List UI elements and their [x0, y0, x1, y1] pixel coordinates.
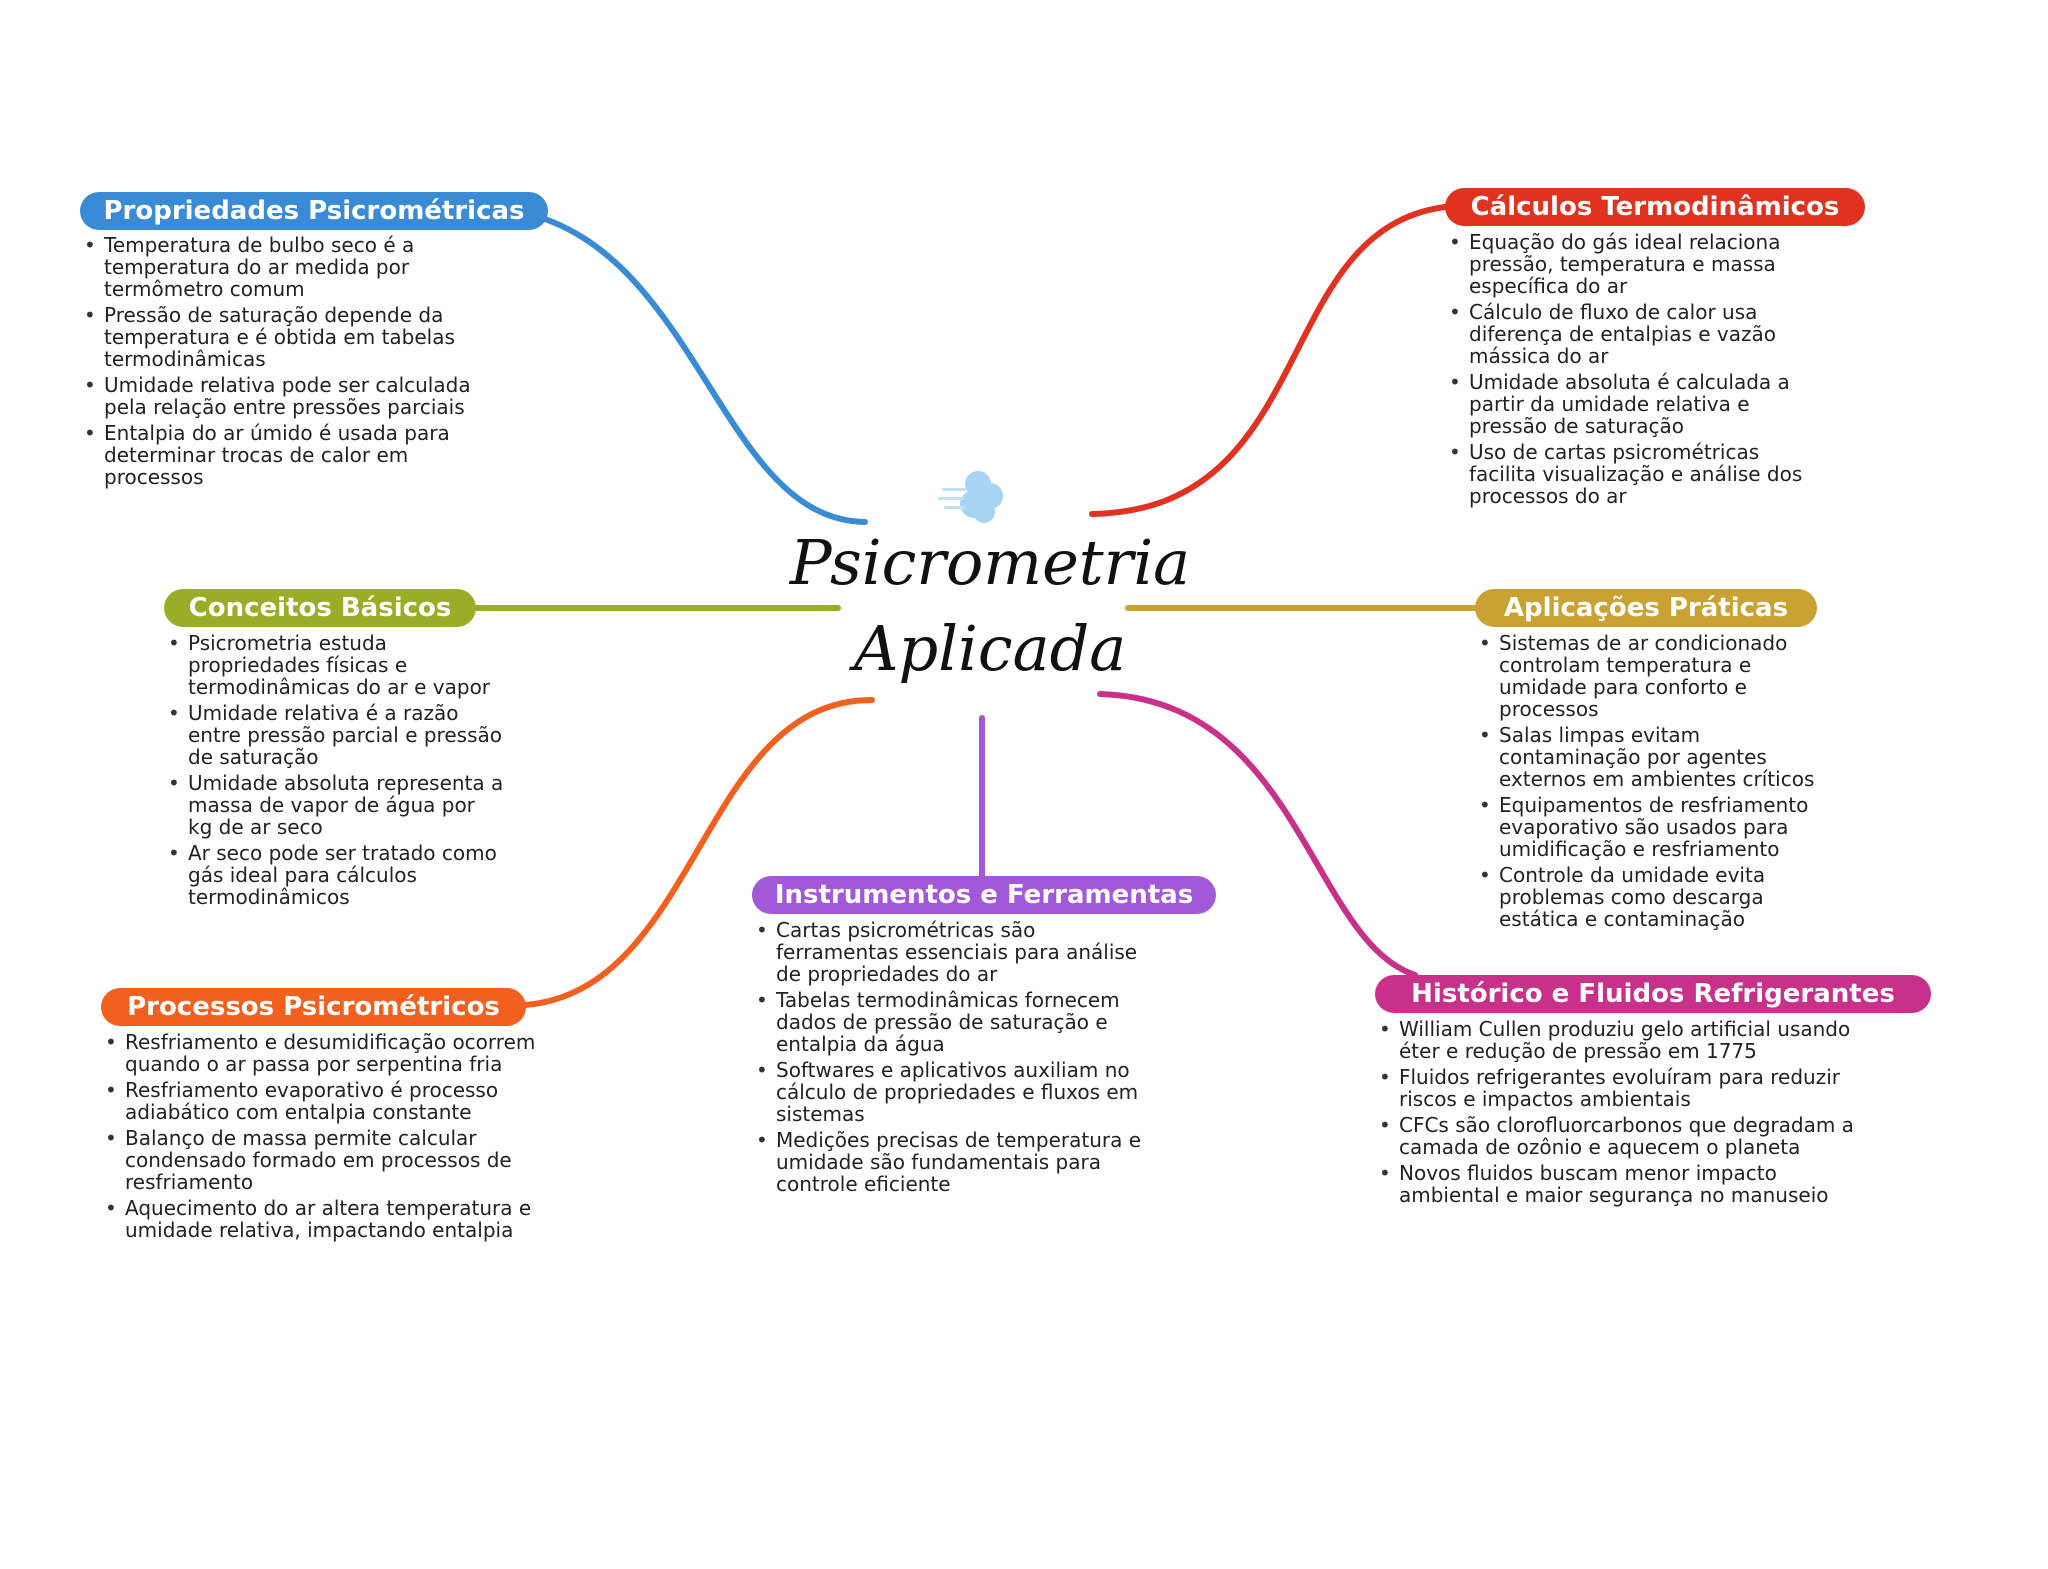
- list-item: • Novos fluidos buscam menor impacto ambiental e maior segurança no manuseio: [1375, 1162, 1855, 1206]
- list-item: • Temperatura de bulbo seco é a temperatura do ar medida por termômetro comum: [80, 234, 480, 300]
- list-item: • Resfriamento evaporativo é processo adiabático com entalpia constante: [101, 1079, 541, 1123]
- branch-conceitos-list: [164, 632, 504, 912]
- list-item: • Tabelas termodinâmicas fornecem dados de pressão de saturação e entalpia da água: [752, 989, 1162, 1055]
- list-item: • Balanço de massa permite calcular condensado formado em processos de resfriamento: [101, 1127, 541, 1193]
- central-topic-line1: Psicrometria: [789, 526, 1191, 599]
- list-item: • Pressão de saturação depende da temperatura e é obtida em tabelas termodinâmicas: [80, 304, 480, 370]
- list-item: • Umidade absoluta representa a massa de vapor de água por kg de ar seco: [164, 772, 504, 838]
- branch-conceitos-title: Conceitos Básicos: [164, 589, 476, 627]
- branch-instrumentos-title: Instrumentos e Ferramentas: [752, 876, 1216, 914]
- list-item: • Equação do gás ideal relaciona pressão, temperatura e massa específica do ar: [1445, 231, 1805, 297]
- list-item: • Equipamentos de resfriamento evaporativo são usados para umidificação e resfriamento: [1475, 794, 1825, 860]
- list-item: • Resfriamento e desumidificação ocorrem quando o ar passa por serpentina fria: [101, 1031, 541, 1075]
- branch-propriedades-list: [80, 234, 480, 492]
- branch-aplicacoes-title: Aplicações Práticas: [1475, 589, 1817, 627]
- branch-propriedades-title: Propriedades Psicrométricas: [80, 192, 548, 230]
- central-topic: [780, 520, 1200, 692]
- list-item: • Psicrometria estuda propriedades físicas e termodinâmicas do ar e vapor: [164, 632, 504, 698]
- list-item: • Uso de cartas psicrométricas facilita visualização e análise dos processos do ar: [1445, 441, 1805, 507]
- list-item: • Umidade absoluta é calculada a partir da umidade relativa e pressão de saturação: [1445, 371, 1805, 437]
- list-item: • Aquecimento do ar altera temperatura e umidade relativa, impactando entalpia: [101, 1197, 541, 1241]
- connector-calculos: [1092, 207, 1445, 514]
- connector-propriedades: [520, 212, 865, 522]
- list-item: • CFCs são clorofluorcarbonos que degradam a camada de ozônio e aquecem o planeta: [1375, 1114, 1855, 1158]
- list-item: • Controle da umidade evita problemas como descarga estática e contaminação: [1475, 864, 1825, 930]
- list-item: • Sistemas de ar condicionado controlam temperatura e umidade para conforto e processos: [1475, 632, 1825, 720]
- branch-processos-list: [101, 1031, 541, 1245]
- branch-instrumentos-list: [752, 919, 1162, 1199]
- branch-historico-list: [1375, 1018, 1855, 1210]
- list-item: • Entalpia do ar úmido é usada para determinar trocas de calor em processos: [80, 422, 480, 488]
- list-item: • Ar seco pode ser tratado como gás ideal para cálculos termodinâmicos: [164, 842, 504, 908]
- list-item: • Softwares e aplicativos auxiliam no cálculo de propriedades e fluxos em sistemas: [752, 1059, 1162, 1125]
- branch-historico-title: Histórico e Fluidos Refrigerantes: [1375, 975, 1931, 1013]
- list-item: • Medições precisas de temperatura e umidade são fundamentais para controle eficiente: [752, 1129, 1162, 1195]
- list-item: • Cálculo de fluxo de calor usa diferença de entalpias e vazão mássica do ar: [1445, 301, 1805, 367]
- list-item: • Umidade relativa é a razão entre pressão parcial e pressão de saturação: [164, 702, 504, 768]
- branch-calculos-title: Cálculos Termodinâmicos: [1445, 188, 1865, 226]
- list-item: • Umidade relativa pode ser calculada pela relação entre pressões parciais: [80, 374, 480, 418]
- list-item: • William Cullen produziu gelo artificial usando éter e redução de pressão em 1775: [1375, 1018, 1855, 1062]
- branch-aplicacoes-list: [1475, 632, 1825, 934]
- branch-processos-title: Processos Psicrométricos: [101, 988, 526, 1026]
- central-topic-line2: Aplicada: [853, 612, 1127, 685]
- list-item: • Cartas psicrométricas são ferramentas essenciais para análise de propriedades do ar: [752, 919, 1162, 985]
- list-item: • Salas limpas evitam contaminação por agentes externos em ambientes críticos: [1475, 724, 1825, 790]
- branch-calculos-list: [1445, 231, 1805, 511]
- list-item: • Fluidos refrigerantes evoluíram para reduzir riscos e impactos ambientais: [1375, 1066, 1855, 1110]
